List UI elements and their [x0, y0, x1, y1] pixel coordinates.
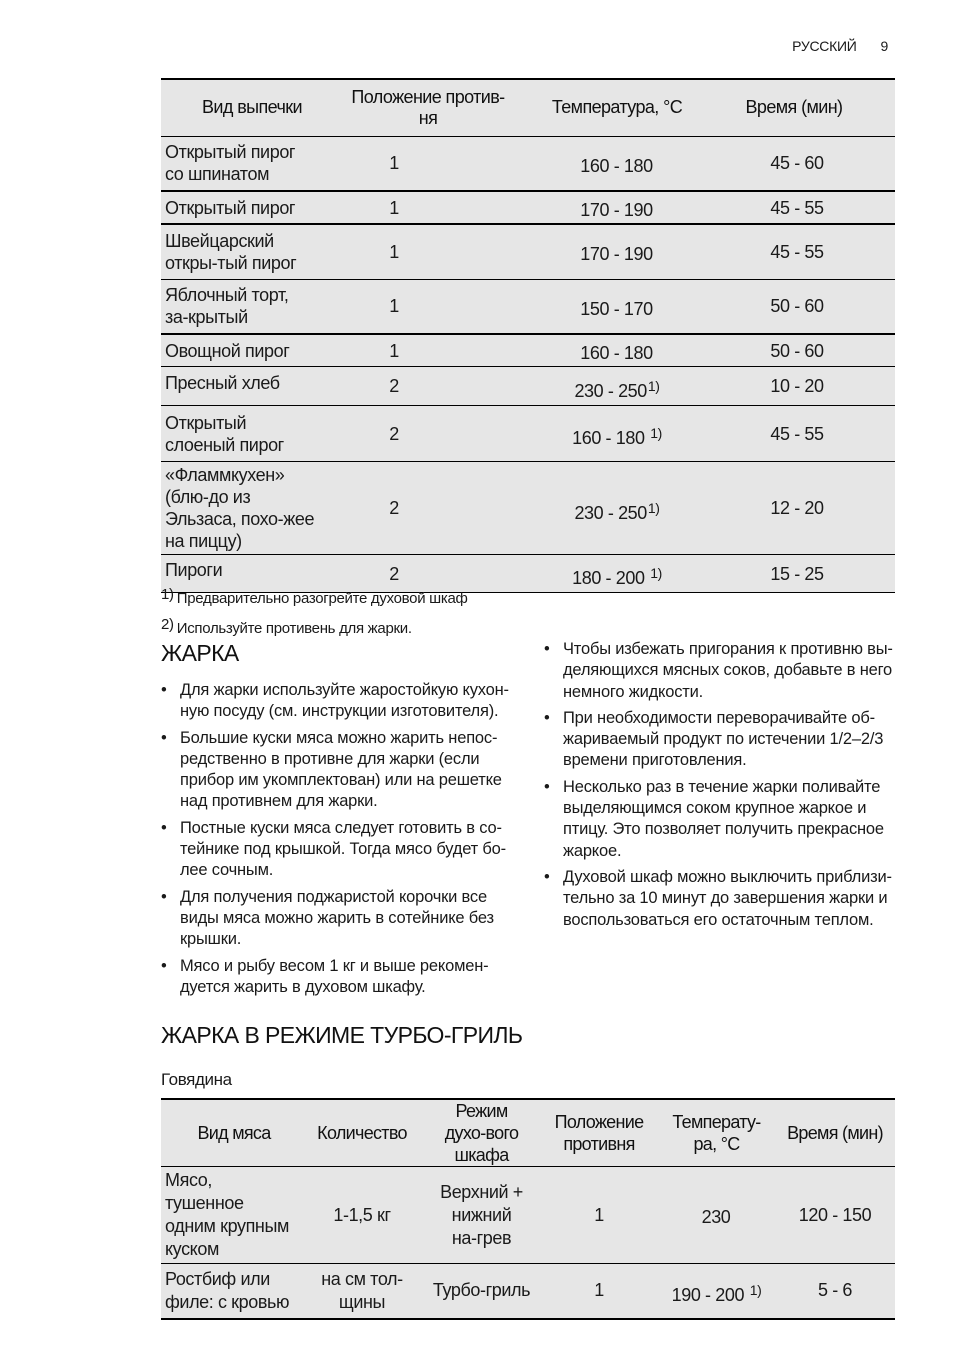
column-header: Температура, °C [551, 97, 683, 118]
baking-table [161, 78, 895, 593]
list-item: • Несколько раз в течение жарки поливайте выделяющимся соком крупное жаркое и птицу. Это позволяет получить прекрасное жаркое. [544, 777, 884, 860]
cell-time: 12 - 20 [770, 498, 824, 518]
cell-name: Пресный хлеб [165, 373, 280, 393]
footnotes [161, 582, 468, 642]
bullet-icon: • [161, 681, 167, 699]
list-item: • Чтобы избежать пригорания к противню вы-деляющихся мясных соков, добавьте в него немного жидкости. [544, 640, 893, 701]
column-header: Время (мин) [787, 1123, 883, 1143]
turbo-grill-table [161, 1098, 895, 1320]
roasting-bullets-right [544, 639, 904, 936]
table-header-row [161, 1099, 895, 1167]
cell-name: Открытый пирог [165, 197, 296, 218]
table-row [161, 462, 895, 555]
column-header: Положение противня [554, 1112, 644, 1154]
cell-name: Швейцарский откры-тый пирог [165, 230, 297, 273]
bullet-icon: • [544, 777, 550, 796]
table-row [161, 136, 895, 191]
cell-time: 50 - 60 [770, 340, 824, 361]
column-header: Температу-ра, °C [672, 1112, 761, 1154]
cell-temp: 150 - 170 [580, 298, 653, 319]
list-item: • Для жарки используйте жаростойкую кухон-ную посуду (см. инструкции изготовителя). [161, 681, 509, 721]
cell-temp: 230 - 250$^{1)}$ [574, 377, 660, 401]
cell-time: 50 - 60 [770, 296, 824, 317]
cell-time: 45 - 60 [770, 153, 824, 174]
cell-time: 45 - 55 [770, 423, 824, 444]
list-item: • При необходимости переворачивайте об-жариваемый продукт по истечении 1/2–2/3 времени приготовления. [544, 708, 884, 770]
cell-position: 2 [389, 376, 399, 396]
cell-temp: 230 [701, 1207, 731, 1227]
bullet-icon: • [544, 708, 550, 727]
table-row [161, 367, 895, 406]
cell-position: 1 [389, 197, 399, 218]
cell-time: 120 - 150 [798, 1204, 872, 1225]
list-item: • Мясо и рыбу весом 1 кг и выше рекомен-дуется жарить в духовом шкафу. [161, 956, 489, 996]
bullet-icon: • [544, 640, 550, 658]
cell-position: 1 [389, 241, 399, 262]
cell-position: 1 [389, 153, 399, 174]
bullet-icon: • [161, 818, 167, 837]
table-row [161, 224, 895, 279]
page-number: 9 [880, 38, 888, 54]
table-row [161, 279, 895, 334]
cell-name: Открытый пирог со шпинатом [165, 142, 296, 185]
cell-time: 10 - 20 [770, 376, 824, 396]
cell-name: «Фламмкухен» (блю-до из Эльзаса, похо-жее на пиццу) [165, 465, 315, 551]
cell-position: 1 [594, 1204, 604, 1225]
roasting-bullets-left [161, 680, 521, 1003]
subsection-title-beef: Говядина [161, 1070, 232, 1089]
cell-name: Пироги [165, 560, 223, 580]
cell-position: 1 [389, 296, 399, 317]
cell-temp: 170 - 190 [580, 200, 653, 220]
page-header [792, 38, 888, 54]
cell-quantity: на см тол-щины [321, 1268, 403, 1312]
table-row [161, 1167, 895, 1264]
table-row [161, 1264, 895, 1319]
cell-temp: 190 - 200 $^{1)}$ [671, 1281, 762, 1305]
column-header: Вид мяса [197, 1123, 271, 1143]
column-header: Вид выпечки [202, 97, 302, 118]
cell-temp: 230 - 250$^{1)}$ [574, 499, 660, 523]
cell-name: Открытый слоеный пирог [165, 412, 284, 455]
cell-meat: Ростбиф или филе: с кровью [165, 1268, 290, 1312]
list-item: • Для получения поджаристой корочки все виды мяса можно жарить в сотейнике без крышки. [161, 887, 494, 949]
cell-position: 1 [594, 1280, 604, 1301]
cell-temp: 180 - 200 $^{1)}$ [572, 565, 662, 588]
cell-temp: 160 - 180 [580, 343, 653, 363]
column-header: Положение против-ня [351, 86, 505, 128]
cell-position: 1 [389, 340, 399, 361]
footnote: $^{1)}$ Предварительно разогрейте духовой шкаф [161, 586, 468, 607]
list-item: • Духовой шкаф можно выключить приблизи-тельно за 10 минут до завершения жарки и воспользоваться его остаточным теплом. [544, 867, 892, 929]
bullet-icon: • [161, 728, 167, 747]
cell-temp: 160 - 180 $^{1)}$ [572, 425, 662, 448]
table-row [161, 406, 895, 462]
cell-position: 2 [389, 423, 399, 444]
cell-time: 45 - 55 [770, 197, 824, 218]
cell-time: 15 - 25 [770, 563, 824, 584]
cell-temp: 160 - 180 [580, 155, 653, 176]
cell-position: 2 [389, 498, 399, 518]
column-header: Режим духо-вого шкафа [444, 1101, 519, 1165]
list-item: • Постные куски мяса следует готовить в со-тейнике под крышкой. Тогда мясо будет бо-лее сочным. [161, 818, 506, 880]
bullet-icon: • [544, 867, 550, 886]
column-header: Время (мин) [745, 97, 843, 118]
cell-temp: 170 - 190 [580, 244, 653, 265]
cell-quantity: 1-1,5 кг [333, 1204, 391, 1225]
bullet-icon: • [161, 956, 167, 975]
cell-mode: Верхний + нижний на-грев [440, 1181, 523, 1248]
cell-position: 2 [389, 563, 399, 584]
column-header: Количество [317, 1123, 407, 1143]
footnote: $^{2)}$ Используйте противень для жарки. [161, 616, 412, 637]
table-header-row [161, 79, 895, 136]
cell-mode: Турбо-гриль [432, 1280, 531, 1301]
table-row [161, 334, 895, 367]
language-label: РУССКИЙ [792, 38, 857, 54]
section-title-turbo-grill: ЖАРКА В РЕЖИМЕ ТУРБО-ГРИЛЬ [161, 1022, 523, 1048]
cell-meat: Мясо, тушенное одним крупным куском [165, 1170, 289, 1259]
bullet-icon: • [161, 887, 167, 906]
cell-time: 45 - 55 [770, 241, 824, 262]
cell-name: Овощной пирог [165, 340, 290, 361]
cell-name: Яблочный торт, за-крытый [165, 285, 289, 328]
cell-time: 5 - 6 [817, 1280, 853, 1301]
section-title-roasting: ЖАРКА [161, 640, 239, 666]
table-row [161, 191, 895, 224]
list-item: • Большие куски мяса можно жарить непос-редственно в противне для жарки (если прибор им укомплектован) или на решетке над противнем для жарки. [161, 728, 502, 811]
